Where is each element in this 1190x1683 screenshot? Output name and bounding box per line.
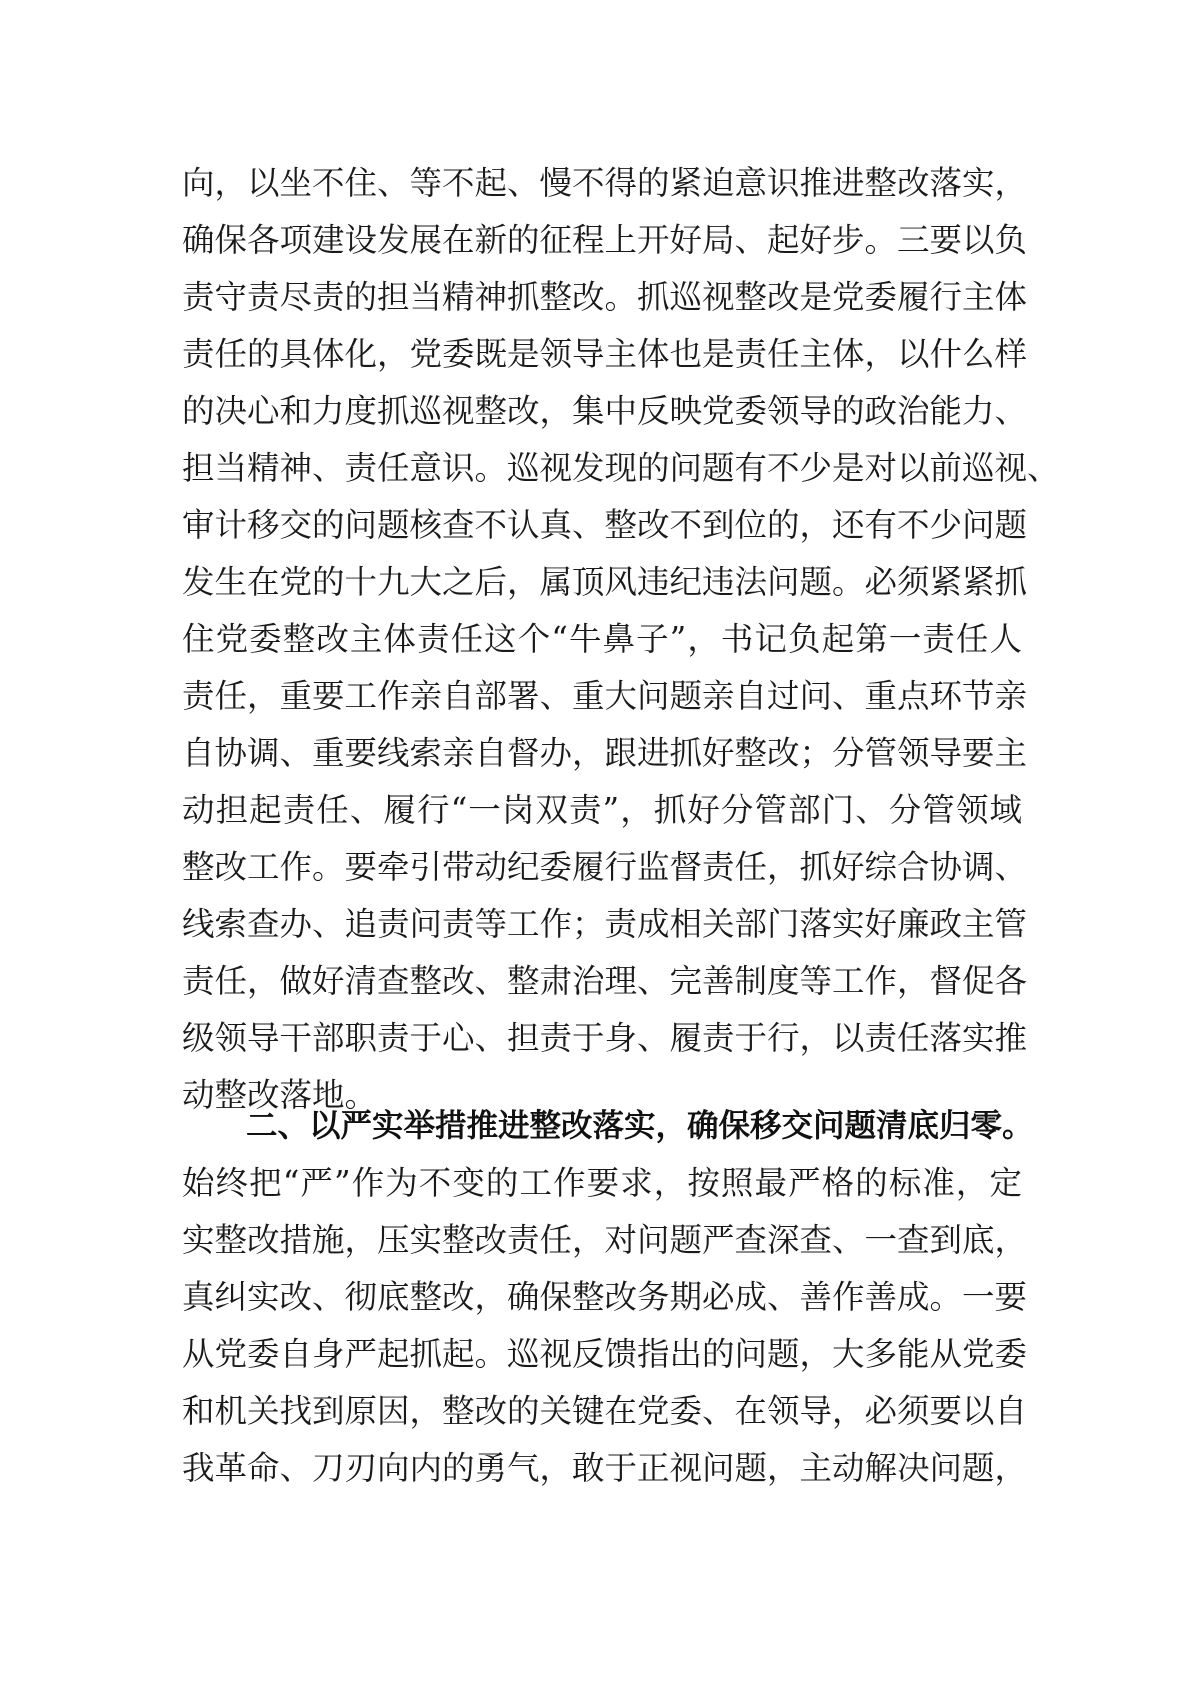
text-line: 自协调、重要线索亲自督办，跟进抓好整改；分管领导要主	[182, 734, 1028, 772]
text-line: 担当精神、责任意识。巡视发现的问题有不少是对以前巡视、	[182, 449, 1060, 487]
section-heading: 二、以严实举措推进整改落实，确保移交问题清底归零。	[246, 1108, 1034, 1144]
text-line: 发生在党的十九大之后，属顶风违纪违法问题。必须紧紧抓	[182, 563, 1028, 601]
section-two	[182, 1098, 1034, 1497]
text-line: 审计移交的问题核查不认真、整改不到位的，还有不少问题	[182, 506, 1028, 544]
text-line: 责任的具体化，党委既是领导主体也是责任主体，以什么样	[182, 335, 1028, 373]
text-line: 责守责尽责的担当精神抓整改。抓巡视整改是党委履行主体	[182, 278, 1028, 316]
text-line: 动担起责任、履行“一岗双责”，抓好分管部门、分管领域	[182, 791, 1022, 829]
text-line: 线索查办、追责问责等工作；责成相关部门落实好廉政主管	[182, 905, 1028, 943]
text-line: 级领导干部职责于心、担责于身、履责于行，以责任落实推	[182, 1019, 1028, 1057]
text-line: 住党委整改主体责任这个“牛鼻子”，书记负起第一责任人	[182, 620, 1022, 658]
text-line: 向，以坐不住、等不起、慢不得的紧迫意识推进整改落实，	[182, 164, 1028, 202]
text-line: 和机关找到原因，整改的关键在党委、在领导，必须要以自	[182, 1392, 1028, 1430]
text-line: 实整改措施，压实整改责任，对问题严查深查、一查到底，	[182, 1221, 1028, 1259]
text-line: 确保各项建设发展在新的征程上开好局、起好步。三要以负	[182, 221, 1028, 259]
paragraph-continuation	[182, 155, 1060, 1124]
text-line: 责任，重要工作亲自部署、重大问题亲自过问、重点环节亲	[182, 677, 1028, 715]
text-line: 的决心和力度抓巡视整改，集中反映党委领导的政治能力、	[182, 392, 1028, 430]
text-line: 从党委自身严起抓起。巡视反馈指出的问题，大多能从党委	[182, 1335, 1028, 1373]
text-line: 责任，做好清查整改、整肃治理、完善制度等工作，督促各	[182, 962, 1028, 1000]
text-line: 我革命、刀刃向内的勇气，敢于正视问题，主动解决问题，	[182, 1449, 1028, 1487]
text-line: 真纠实改、彻底整改，确保整改务期必成、善作善成。一要	[182, 1278, 1028, 1316]
text-line: 始终把“严”作为不变的工作要求，按照最严格的标准，定	[182, 1164, 1022, 1202]
text-line: 整改工作。要牵引带动纪委履行监督责任，抓好综合协调、	[182, 848, 1028, 886]
text-line: 动整改落地。	[182, 1076, 378, 1114]
